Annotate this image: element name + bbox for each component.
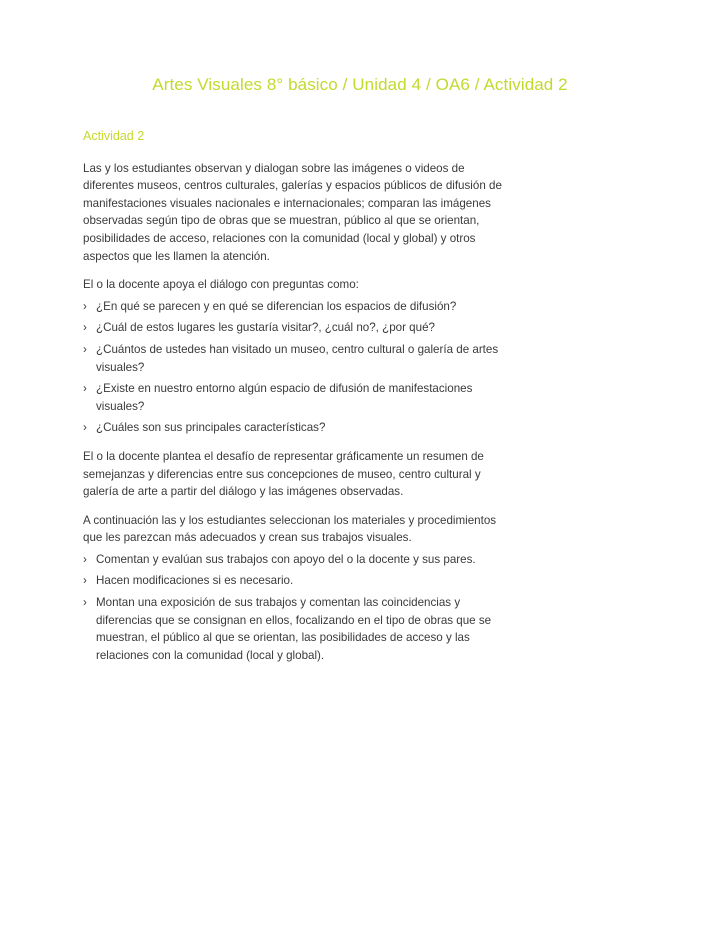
step-item: › Hacen modificaciones si es necesario. [83, 572, 503, 590]
creation-paragraph: A continuación las y los estudiantes seleccionan los materiales y procedimientos que les parezcan más adecuados y crean sus trabajos visuales. [83, 513, 497, 545]
question-list [83, 298, 503, 437]
teacher-questions-intro: El o la docente apoya el diálogo con preguntas como: [83, 278, 359, 292]
page-title: Artes Visuales 8° básico / Unidad 4 / OA6 / Actividad 2 [152, 75, 568, 94]
activity-title: Actividad 2 [83, 129, 145, 143]
step-item: › Comentan y evalúan sus trabajos con apoyo del o la docente y sus pares. [83, 551, 503, 569]
question-item: › ¿Cuántos de ustedes han visitado un museo, centro cultural o galería de artes visuales? [83, 341, 503, 376]
document-body [83, 128, 503, 675]
step-item: › Montan una exposición de sus trabajos y comentan las coincidencias y diferencias que se consignan en ellos, focalizando en el tipo de obras que se muestran, el público al que se orientan, las posibilidades de acceso y las relaciones con la comunidad (local y global). [83, 594, 503, 664]
question-item: › ¿Cuál de estos lugares les gustaría visitar?, ¿cuál no?, ¿por qué? [83, 319, 503, 337]
challenge-paragraph: El o la docente plantea el desafío de representar gráficamente un resumen de semejanzas y diferencias entre sus concepciones de museo, centro cultural y galería de arte a partir del diálogo y las imágenes observadas. [83, 449, 484, 499]
steps-list [83, 551, 503, 665]
question-item: › ¿En qué se parecen y en qué se diferencian los espacios de difusión? [83, 298, 503, 316]
question-item: › ¿Existe en nuestro entorno algún espacio de difusión de manifestaciones visuales? [83, 380, 503, 415]
question-item: › ¿Cuáles son sus principales características? [83, 419, 503, 437]
intro-paragraph: Las y los estudiantes observan y dialogan sobre las imágenes o videos de diferentes museos, centros culturales, galerías y espacios públicos de difusión de manifestaciones visuales nacionales e internacionales; comparan las imágenes observadas según tipo de obras que se muestran, público al que se orientan, posibilidades de acceso, relaciones con la comunidad (local y global) y otros aspectos que les llamen la atención. [83, 161, 502, 263]
